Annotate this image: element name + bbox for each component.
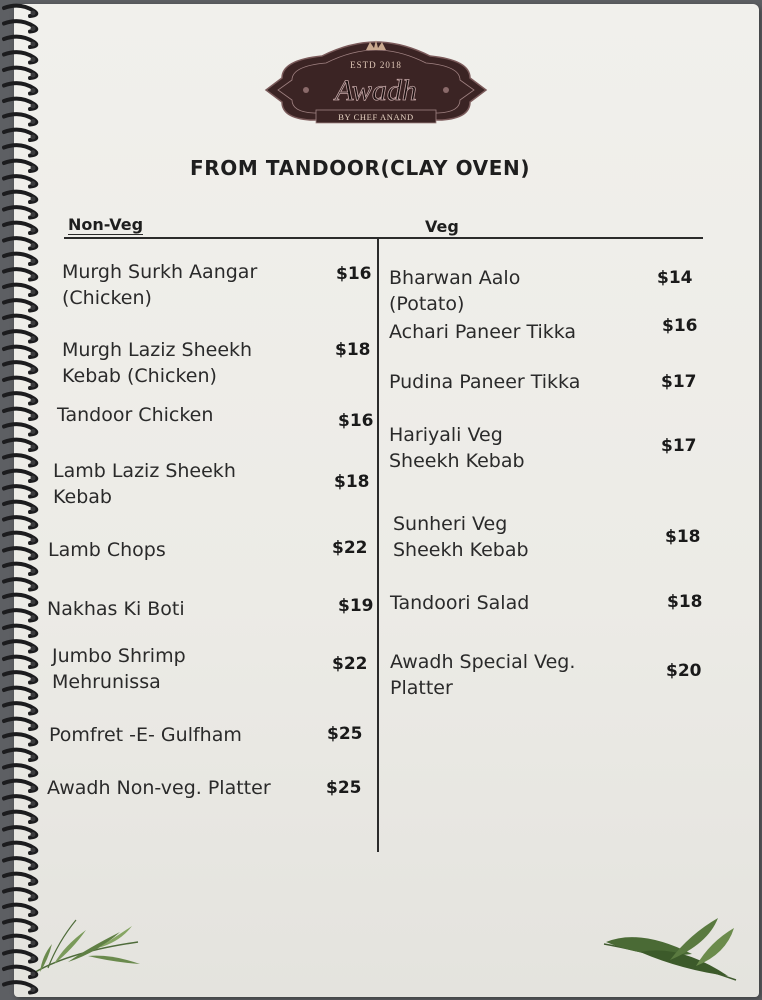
logo-byline: BY CHEF ANAND	[338, 112, 414, 122]
binding-hole	[31, 693, 36, 698]
binding-hole	[31, 73, 36, 78]
binding-hole	[31, 801, 36, 806]
binding-hole	[31, 259, 36, 264]
menu-item-price: $17	[661, 372, 697, 392]
menu-item-price: $25	[327, 724, 363, 744]
binding-hole	[31, 429, 36, 434]
menu-item-name: Bharwan Aalo (Potato)	[389, 267, 521, 315]
binding-hole	[31, 879, 36, 884]
binding-hole	[31, 445, 36, 450]
binding-hole	[31, 708, 36, 713]
binding-hole	[31, 119, 36, 124]
menu-item-price: $17	[661, 436, 697, 456]
binding-hole	[31, 987, 36, 992]
binding-hole	[31, 584, 36, 589]
binding-hole	[31, 88, 36, 93]
binding-hole	[31, 677, 36, 682]
menu-item-price: $19	[338, 596, 374, 616]
menu-item-name: Pomfret -E- Gulfham	[49, 724, 242, 746]
binding-hole	[31, 972, 36, 977]
binding-hole	[31, 460, 36, 465]
binding-hole	[31, 367, 36, 372]
binding-hole	[31, 941, 36, 946]
menu-item-name: Lamb Laziz Sheekh Kebab	[53, 460, 236, 508]
binding-hole	[31, 569, 36, 574]
menu-item-name: Nakhas Ki Boti	[47, 598, 185, 620]
binding-hole	[31, 274, 36, 279]
binding-hole	[31, 817, 36, 822]
menu-item-name: Pudina Paneer Tikka	[389, 371, 581, 393]
veg-header: Veg	[425, 217, 459, 236]
binding-hole	[31, 398, 36, 403]
binding-hole	[31, 863, 36, 868]
binding-hole	[31, 553, 36, 558]
binding-hole	[31, 631, 36, 636]
binding-hole	[31, 739, 36, 744]
binding-hole	[31, 42, 36, 47]
binding-hole	[31, 414, 36, 419]
menu-item-name: Awadh Special Veg. Platter	[390, 651, 576, 699]
menu-item-name: Achari Paneer Tikka	[389, 321, 577, 343]
binding-hole	[31, 135, 36, 140]
binding-hole	[31, 646, 36, 651]
menu-item-price: $18	[335, 340, 371, 360]
binding-hole	[31, 925, 36, 930]
section-title: FROM TANDOOR(CLAY OVEN)	[190, 156, 531, 180]
menu-item-price: $18	[665, 527, 701, 547]
menu-item-name: Tandoor Chicken	[57, 404, 214, 426]
column-divider	[377, 238, 379, 852]
nonveg-header: Non-Veg	[68, 215, 144, 234]
logo-estd: ESTD 2018	[350, 60, 402, 70]
binding-hole	[31, 724, 36, 729]
binding-hole	[31, 786, 36, 791]
menu-item-name: Murgh Laziz Sheekh Kebab (Chicken)	[62, 339, 253, 387]
menu-item-price: $18	[667, 592, 703, 612]
binding-hole	[31, 150, 36, 155]
leaf-decoration-right-icon	[600, 914, 738, 984]
binding-hole	[31, 228, 36, 233]
header-divider	[64, 237, 703, 239]
menu-item-name: Jumbo Shrimp Mehrunissa	[52, 645, 186, 693]
binding-hole	[31, 321, 36, 326]
binding-hole	[31, 507, 36, 512]
menu-item-name: Sunheri Veg Sheekh Kebab	[393, 513, 529, 561]
binding-hole	[31, 615, 36, 620]
menu-item-name: Tandoori Salad	[390, 592, 530, 614]
binding-hole	[31, 910, 36, 915]
menu-item-price: $16	[336, 264, 372, 284]
menu-item-price: $20	[666, 661, 702, 681]
binding-hole	[31, 290, 36, 295]
menu-item-price: $25	[326, 778, 362, 798]
binding-hole	[31, 166, 36, 171]
binding-hole	[31, 662, 36, 667]
menu-item-price: $18	[334, 472, 370, 492]
menu-item-price: $16	[662, 316, 698, 336]
spiral-binding	[0, 0, 44, 1000]
binding-hole	[31, 755, 36, 760]
binding-hole	[31, 305, 36, 310]
binding-hole	[31, 383, 36, 388]
menu-item-name: Awadh Non-veg. Platter	[47, 777, 271, 799]
binding-hole	[31, 11, 36, 16]
binding-hole	[31, 104, 36, 109]
menu-item-name: Lamb Chops	[48, 539, 166, 561]
binding-hole	[31, 600, 36, 605]
menu-item-price: $16	[338, 411, 374, 431]
leaf-decoration-left-icon	[28, 912, 148, 978]
menu-item-price: $22	[332, 654, 368, 674]
binding-hole	[31, 181, 36, 186]
binding-hole	[31, 197, 36, 202]
menu-item-price: $22	[332, 538, 368, 558]
binding-hole	[31, 956, 36, 961]
logo-name: Awadh	[335, 74, 417, 107]
binding-hole	[31, 26, 36, 31]
binding-hole	[31, 538, 36, 543]
menu-item-price: $14	[657, 268, 693, 288]
binding-hole	[31, 491, 36, 496]
menu-item-name: Murgh Surkh Aangar (Chicken)	[62, 261, 258, 309]
binding-hole	[31, 770, 36, 775]
binding-hole	[31, 352, 36, 357]
binding-hole	[31, 522, 36, 527]
binding-hole	[31, 832, 36, 837]
binding-hole	[31, 57, 36, 62]
binding-hole	[31, 894, 36, 899]
restaurant-logo	[262, 38, 490, 130]
binding-hole	[31, 848, 36, 853]
binding-hole	[31, 336, 36, 341]
menu-item-name: Hariyali Veg Sheekh Kebab	[389, 424, 525, 472]
binding-hole	[31, 243, 36, 248]
binding-hole	[31, 476, 36, 481]
binding-hole	[31, 212, 36, 217]
